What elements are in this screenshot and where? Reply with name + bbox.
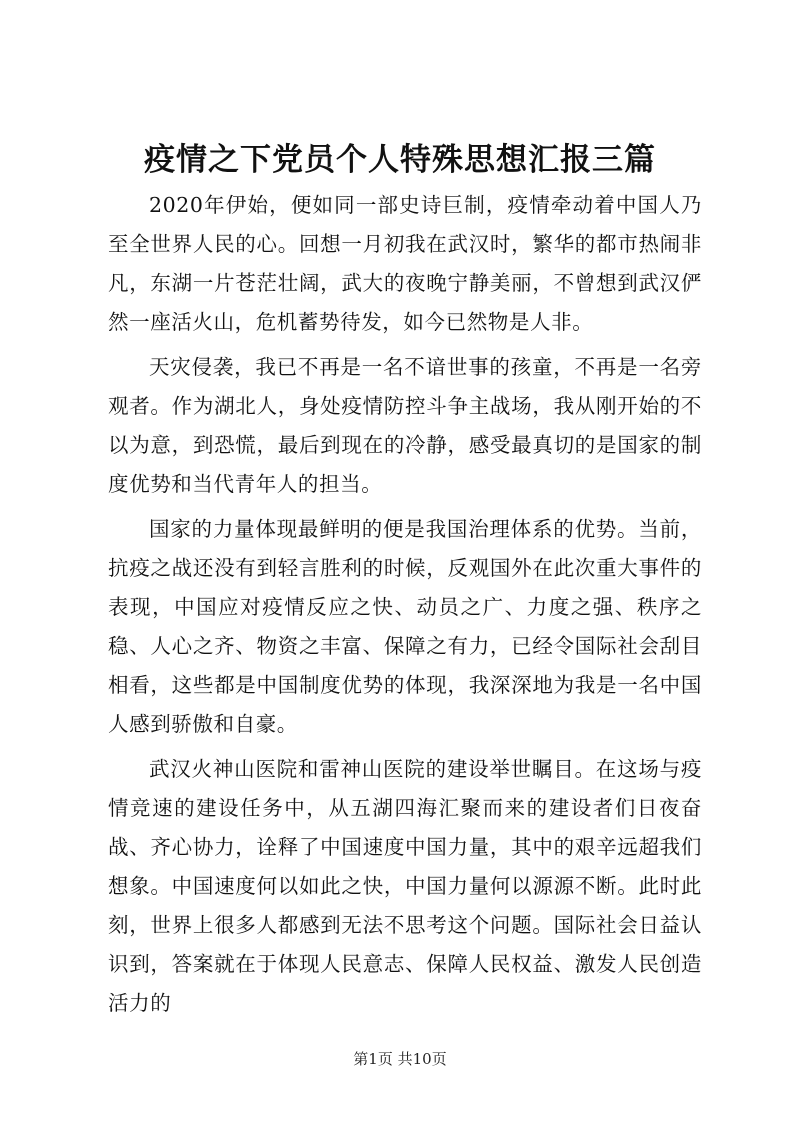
paragraph-1: 2020年伊始，便如同一部史诗巨制，疫情牵动着中国人乃至全世界人民的心。回想一月初我在武汉时，繁华的都市热闹非凡，东湖一片苍茫壮阔，武大的夜晚宁静美丽，不曾想到武汉俨然一座活火山，危机蓄势待发，如今已然物是人非。: [108, 193, 702, 334]
paragraph-3: 国家的力量体现最鲜明的便是我国治理体系的优势。当前，抗疫之战还没有到轻言胜利的时候，反观国外在此次重大事件的表现，中国应对疫情反应之快、动员之广、力度之强、秩序之稳、人心之齐、物资之丰富、保障之有力，已经令国际社会刮目相看，这些都是中国制度优势的体现，我深深地为我是一名中国人感到骄傲和自豪。: [108, 517, 702, 736]
document-title: 疫情之下党员个人特殊思想汇报三篇: [144, 142, 656, 178]
paragraph-4: 武汉火神山医院和雷神山医院的建设举世瞩目。在这场与疫情竞速的建设任务中，从五湖四海汇聚而来的建设者们日夜奋战、齐心协力，诠释了中国速度中国力量，其中的艰辛远超我们想象。中国速度何以如此之快，中国力量何以源源不断。此时此刻，世界上很多人都感到无法不思考这个问题。国际社会日益认识到，答案就在于体现人民意志、保障人民权益、激发人民创造活力的: [108, 757, 702, 1015]
paragraph-2: 天灾侵袭，我已不再是一名不谙世事的孩童，不再是一名旁观者。作为湖北人，身处疫情防控斗争主战场，我从刚开始的不以为意，到恐慌，最后到现在的冷静，感受最真切的是国家的制度优势和当代青年人的担当。: [108, 355, 702, 496]
page-footer: 第1页 共10页: [353, 1050, 447, 1068]
document-body: [108, 186, 702, 1029]
